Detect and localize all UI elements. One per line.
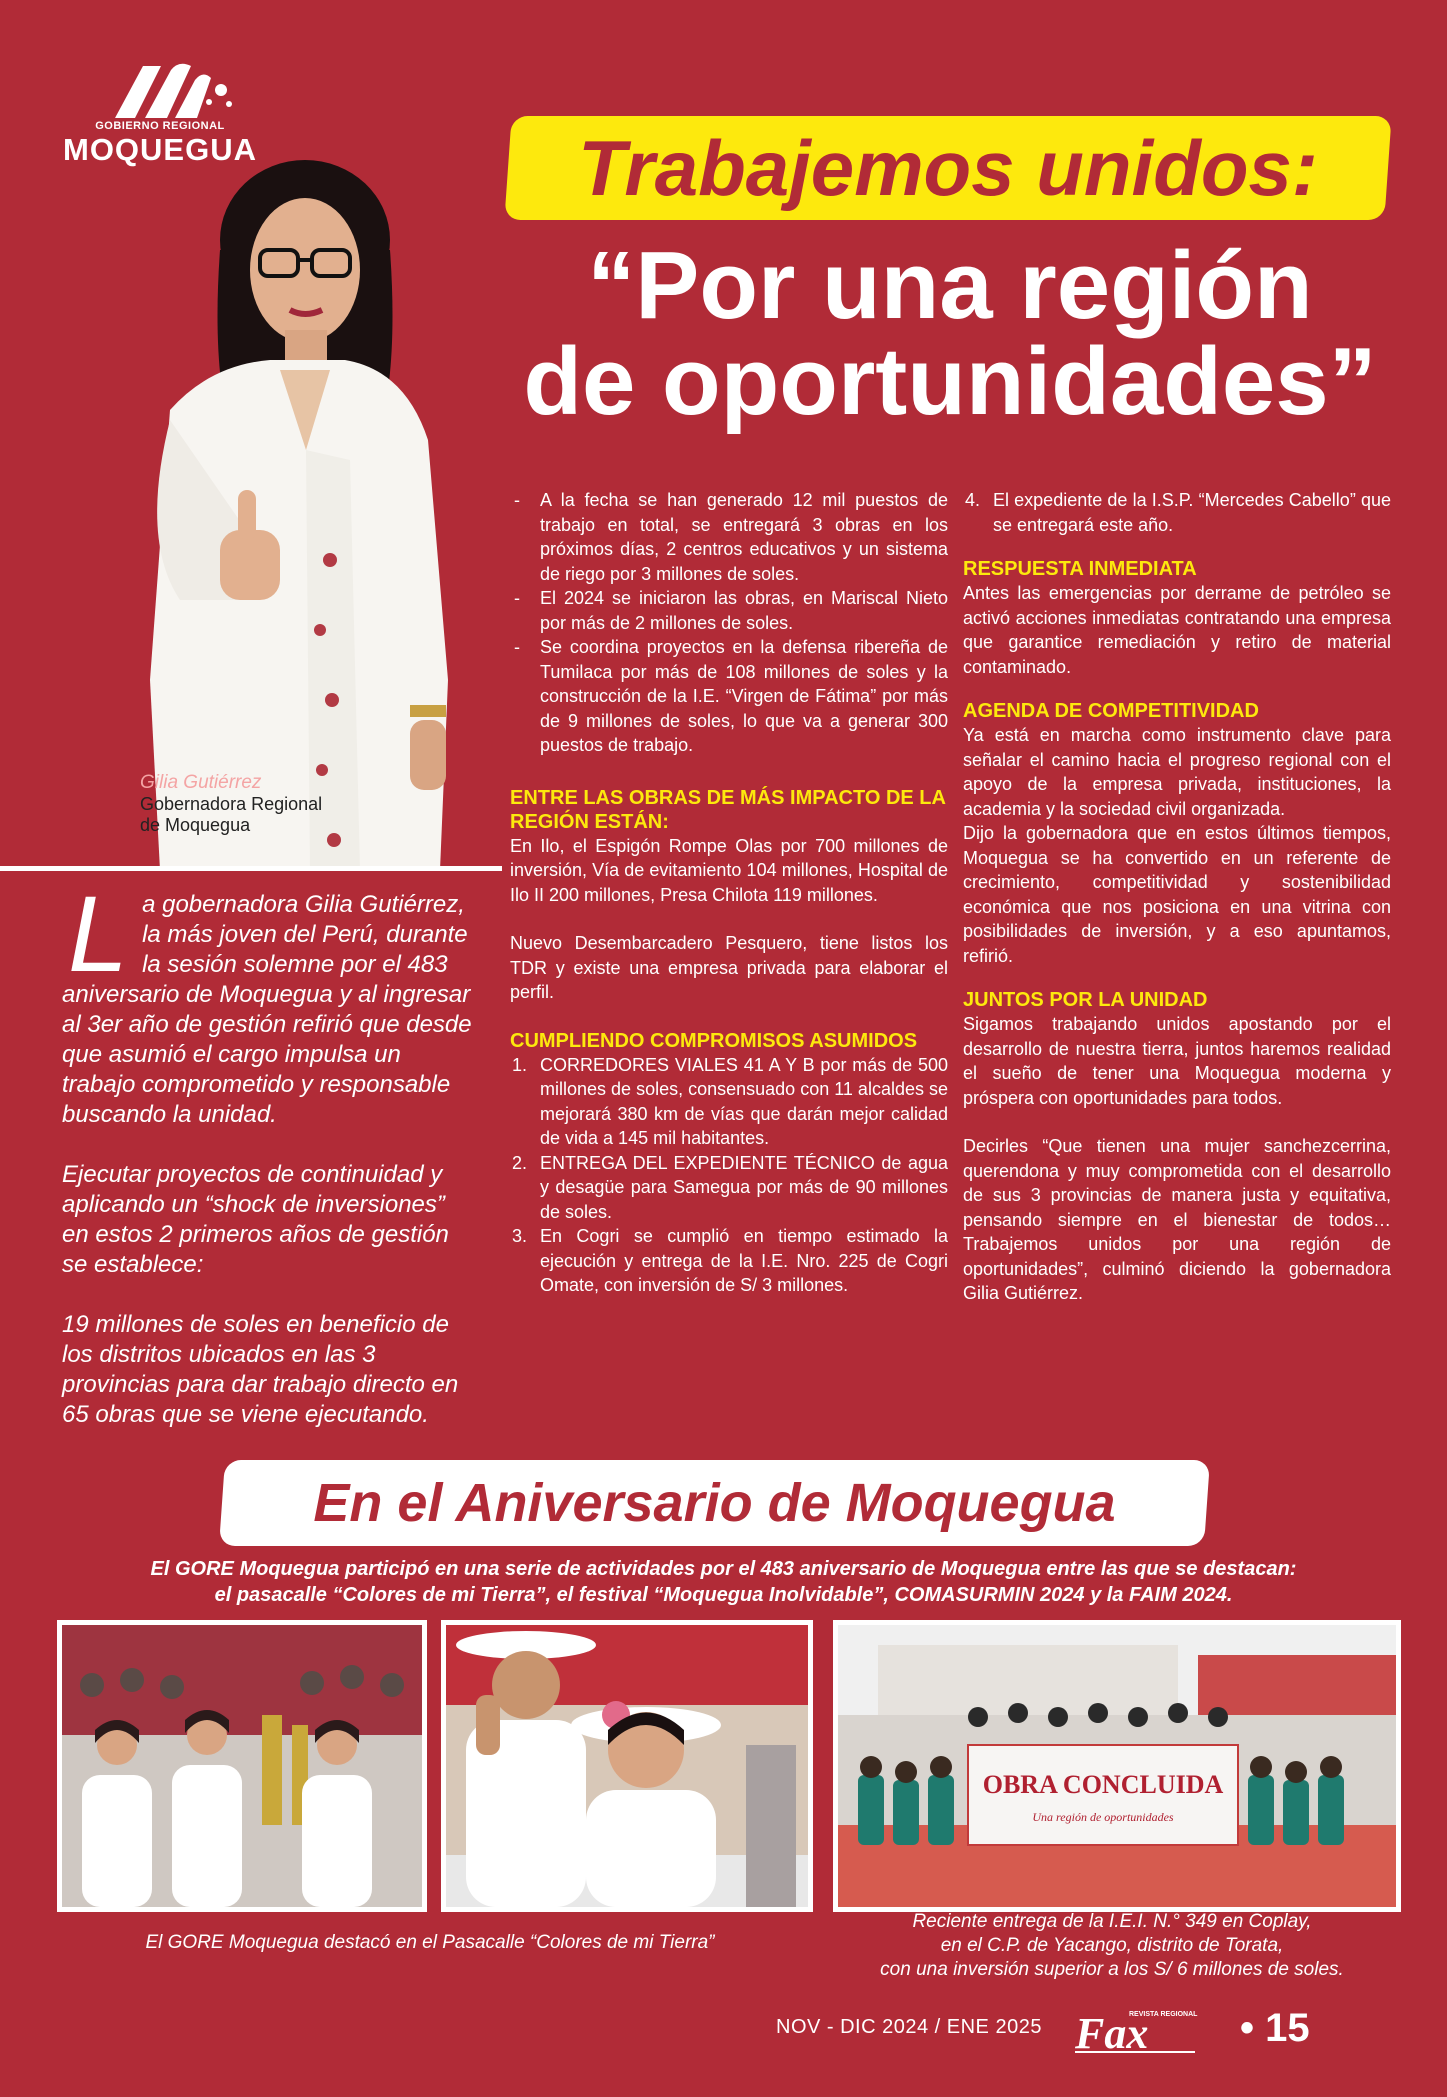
anniversary-intro-line2: el pasacalle “Colores de mi Tierra”, el festival “Moquegua Inolvidable”, COMASURMIN 2024 y la FAIM 2024. xyxy=(214,1584,1233,1606)
logo xyxy=(55,60,265,170)
lead-paragraph-2: Ejecutar proyectos de continuidad y aplicando un “shock de inversiones” en estos 2 primeros años de gestión se establece: xyxy=(62,1161,449,1278)
section-heading-juntos: JUNTOS POR LA UNIDAD xyxy=(963,989,1208,1011)
obra-concluida-sign: OBRA CONCLUIDA xyxy=(982,1770,1224,1799)
logo-mark-icon xyxy=(105,60,235,122)
section-heading-obras: ENTRE LAS OBRAS DE MÁS IMPACTO DE LA REGIÓN ESTÁN: xyxy=(510,786,946,833)
numbered-list-continued xyxy=(963,488,1391,537)
bullet-list xyxy=(510,488,948,758)
dropcap: L xyxy=(68,873,129,994)
section-heading-respuesta: RESPUESTA INMEDIATA xyxy=(963,558,1197,580)
photo-pasacalle-trophy xyxy=(57,1620,427,1912)
numbered-item: 2. ENTREGA DEL EXPEDIENTE TÉCNICO de agua y desagüe para Samegua por más de 90 millones de soles. xyxy=(512,1152,948,1222)
anniversary-intro xyxy=(40,1556,1407,1608)
right-column xyxy=(963,488,1391,1306)
page-bullet: • xyxy=(1240,2006,1255,2050)
numbered-item: 1. CORREDORES VIALES 41 A Y B por más de 500 millones de soles, consensuado con 11 alcaldes se mejorará 380 km de vías que darán mejor calidad de vida a 145 mil habitantes. xyxy=(512,1054,948,1148)
anniversary-banner: En el Aniversario de Moquegua xyxy=(313,1473,1116,1533)
bullet-item: - A la fecha se han generado 12 mil puestos de trabajo en total, se entregará 3 obras en los próximos días, 2 centros educativos y un sistema de riego por 3 millones de soles. xyxy=(510,488,948,586)
fax-brand-small: REVISTA REGIONAL xyxy=(1129,2011,1198,2018)
lead-paragraph-3: 19 millones de soles en beneficio de los distritos ubicados en las 3 provincias para dar trabajo directo en 65 obras que se viene ejecutando. xyxy=(62,1311,459,1428)
juntos-paragraph-2: Decirles “Que tienen una mujer sanchezcerrina, querendona y muy comprometida con el desarrollo de sus 3 provincias de manera justa y equitativa, pensando siempre en el bienestar de todos… Trabajemos unidos por una región de oportunidades”, culminó diciendo la gobernadora Gilia Gutiérrez. xyxy=(963,1136,1391,1303)
anniversary-intro-line1: El GORE Moquegua participó en una serie de actividades por el 483 aniversario de Moquegua entre las que se destacan: xyxy=(150,1558,1297,1580)
section-heading-compromisos: CUMPLIENDO COMPROMISOS ASUMIDOS xyxy=(510,1029,918,1052)
divider-line xyxy=(0,866,502,871)
agenda-paragraph-2: Dijo la gobernadora que en estos últimos tiempos, Moquegua se ha convertido en un referente de crecimiento, competitividad y sostenibilidad económica que nos posiciona en una vitrina con posibilidades de inversión, y a eso apuntamos, refirió. xyxy=(963,823,1391,966)
photo-pasacalle-couple xyxy=(441,1620,813,1912)
page-number-value: 15 xyxy=(1265,2006,1310,2050)
lead-text-1: a gobernadora Gilia Gutiérrez, la más joven del Perú, durante la sesión solemne por el 483 aniversario de Moquegua y al ingresar al 3er año de gestión refirió que desde que asumió el cargo impulsa un trabajo comprometido y responsable buscando la unidad. xyxy=(62,891,472,1128)
bullet-item: - Se coordina proyectos en la defensa ribereña de Tumilaca por más de 108 millones de soles y la construcción de la I.E. “Virgen de Fátima” por más de 9 millones de soles, lo que va a generar 300 puestos de trabajo. xyxy=(510,635,948,758)
respuesta-paragraph: Antes las emergencias por derrame de petróleo se activó acciones inmediatas contratando una empresa que garantice remediación y retiro de material contaminado. xyxy=(963,583,1391,677)
section-heading-agenda: AGENDA DE COMPETITIVIDAD xyxy=(963,700,1259,722)
fax-magazine-logo xyxy=(1075,2004,1215,2056)
portrait-caption xyxy=(140,772,380,836)
agenda-paragraph-1: Ya está en marcha como instrumento clave para señalar el camino hacia el progreso regional con el apoyo de la empresa privada, instituciones, la academia y la sociedad civil organizada. xyxy=(963,725,1391,819)
bullet-item: - El 2024 se iniciaron las obras, en Mariscal Nieto por más de 2 millones de soles. xyxy=(510,586,948,635)
issue-date: NOV - DIC 2024 / ENE 2025 xyxy=(776,2016,1042,2038)
lead-column xyxy=(62,873,478,1460)
juntos-paragraph-1: Sigamos trabajando unidos apostando por el desarrollo de nuestra tierra, juntos haremos realidad el sueño de tener una Moquegua moderna y próspera con oportunidades para todos. xyxy=(963,1014,1391,1108)
headline-banner: Trabajemos unidos: xyxy=(578,124,1318,212)
obras-paragraph-2: Nuevo Desembarcadero Pesquero, tiene listos los TDR y existe una empresa privada para elaborar el perfil. xyxy=(510,933,948,1002)
numbered-item: 4. El expediente de la I.S.P. “Mercedes Cabello” que se entregará este año. xyxy=(965,490,1391,535)
headline-line1: “Por una región xyxy=(587,232,1313,339)
fax-brand: Fax xyxy=(1075,2009,1149,2056)
photo-caption-obra-line1: Reciente entrega de la I.E.I. N.° 349 en Coplay, xyxy=(912,1911,1312,1932)
headline xyxy=(470,232,1430,435)
obras-paragraph-1: En Ilo, el Espigón Rompe Olas por 700 millones de inversión, Vía de evitamiento 104 millones, Hospital de Ilo II 200 millones, Presa Chilota 119 millones. xyxy=(510,835,948,905)
logo-title: MOQUEGUA xyxy=(63,132,257,167)
middle-column xyxy=(510,488,948,1298)
page-number xyxy=(1240,2006,1310,2051)
photo-obra-concluida xyxy=(833,1620,1401,1912)
photo-caption-obra xyxy=(833,1910,1391,1982)
numbered-list xyxy=(510,1053,948,1298)
portrait-role-line1: Gobernadora Regional xyxy=(140,794,323,814)
photo-caption-obra-line3: con una inversión superior a los S/ 6 millones de soles. xyxy=(880,1959,1344,1980)
photo-caption-obra-line2: en el C.P. de Yacango, distrito de Torata, xyxy=(940,1935,1284,1956)
obra-concluida-sign-sub: Una región de oportunidades xyxy=(1032,1810,1174,1824)
governor-portrait xyxy=(110,160,490,870)
lead-paragraph-1 xyxy=(62,873,478,1130)
headline-line2: de oportunidades” xyxy=(523,328,1377,435)
portrait-name: Gilia Gutiérrez xyxy=(140,772,262,793)
logo-subtitle: GOBIERNO REGIONAL xyxy=(95,120,225,132)
portrait-role-line2: de Moquegua xyxy=(140,815,251,835)
numbered-item: 3. En Cogri se cumplió en tiempo estimado la ejecución y entrega de la I.E. Nro. 225 de Cogri Omate, con inversión de S/ 3 millones. xyxy=(512,1226,948,1295)
photo-caption-pasacalle: El GORE Moquegua destacó en el Pasacalle “Colores de mi Tierra” xyxy=(145,1932,715,1953)
